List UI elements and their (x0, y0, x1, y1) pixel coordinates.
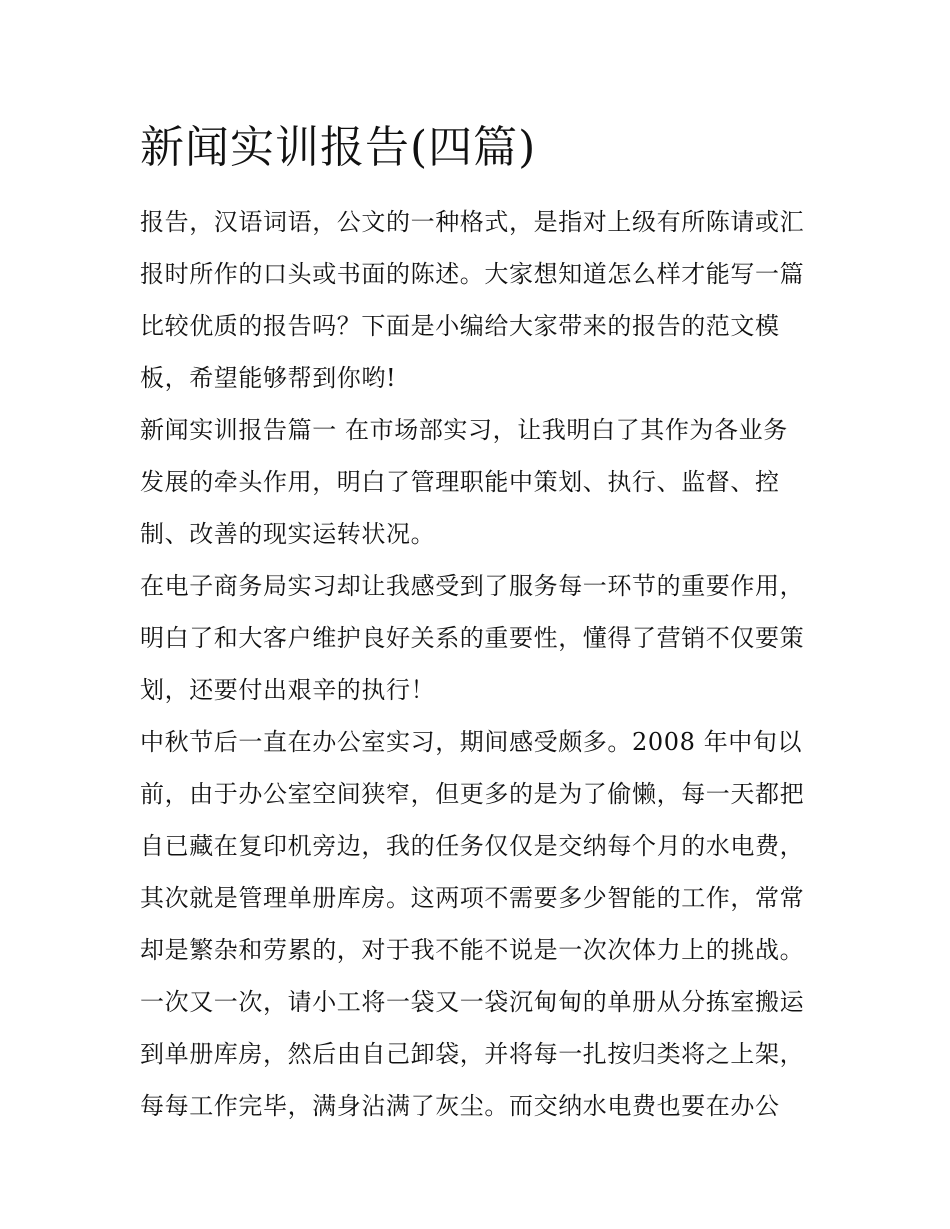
text-line: 制、改善的现实运转状况。 (140, 520, 436, 548)
text-line: 新闻实训报告篇一 在市场部实习，让我明白了其作为各业务 (140, 416, 788, 444)
text-line: 自已藏在复印机旁边，我的任务仅仅是交纳每个月的水电费， (140, 832, 805, 860)
text-line: 在电子商务局实习却让我感受到了服务每一环节的重要作用， (140, 572, 805, 600)
text-line: 每每工作完毕，满身沾满了灰尘。而交纳水电费也要在办公 (140, 1092, 780, 1120)
document-title: 新闻实训报告(四篇) (140, 122, 537, 173)
text-line: 中秋节后一直在办公室实习，期间感受颇多。2008 年中旬以 (140, 728, 803, 756)
text-line: 到单册库房，然后由自己卸袋，并将每一扎按归类将之上架， (140, 1040, 805, 1068)
paragraph-office (140, 716, 812, 1132)
text-line: 前，由于办公室空间狭窄，但更多的是为了偷懒，每一天都把 (140, 780, 805, 808)
text-line: 其次就是管理单册库房。这两项不需要多少智能的工作，常常 (140, 884, 805, 912)
text-line: 板，希望能够帮到你哟! (140, 364, 397, 392)
paragraph-section-one (140, 404, 812, 560)
text-line: 一次又一次，请小工将一袋又一袋沉甸甸的单册从分拣室搬运 (140, 988, 805, 1016)
text-line: 明白了和大客户维护良好关系的重要性，懂得了营销不仅要策 (140, 624, 805, 652)
text-line: 却是繁杂和劳累的，对于我不能不说是一次次体力上的挑战。 (140, 936, 805, 964)
text-line: 比较优质的报告吗？下面是小编给大家带来的报告的范文模 (140, 312, 780, 340)
document-body (140, 196, 812, 1132)
text-line: 发展的牵头作用，明白了管理职能中策划、执行、监督、控 (140, 468, 780, 496)
text-line: 划，还要付出艰辛的执行！ (140, 676, 436, 704)
paragraph-ecommerce (140, 560, 812, 716)
text-line: 报告，汉语词语，公文的一种格式，是指对上级有所陈请或汇 (140, 208, 805, 236)
text-line: 报时所作的口头或书面的陈述。大家想知道怎么样才能写一篇 (140, 260, 805, 288)
paragraph-intro (140, 196, 812, 404)
